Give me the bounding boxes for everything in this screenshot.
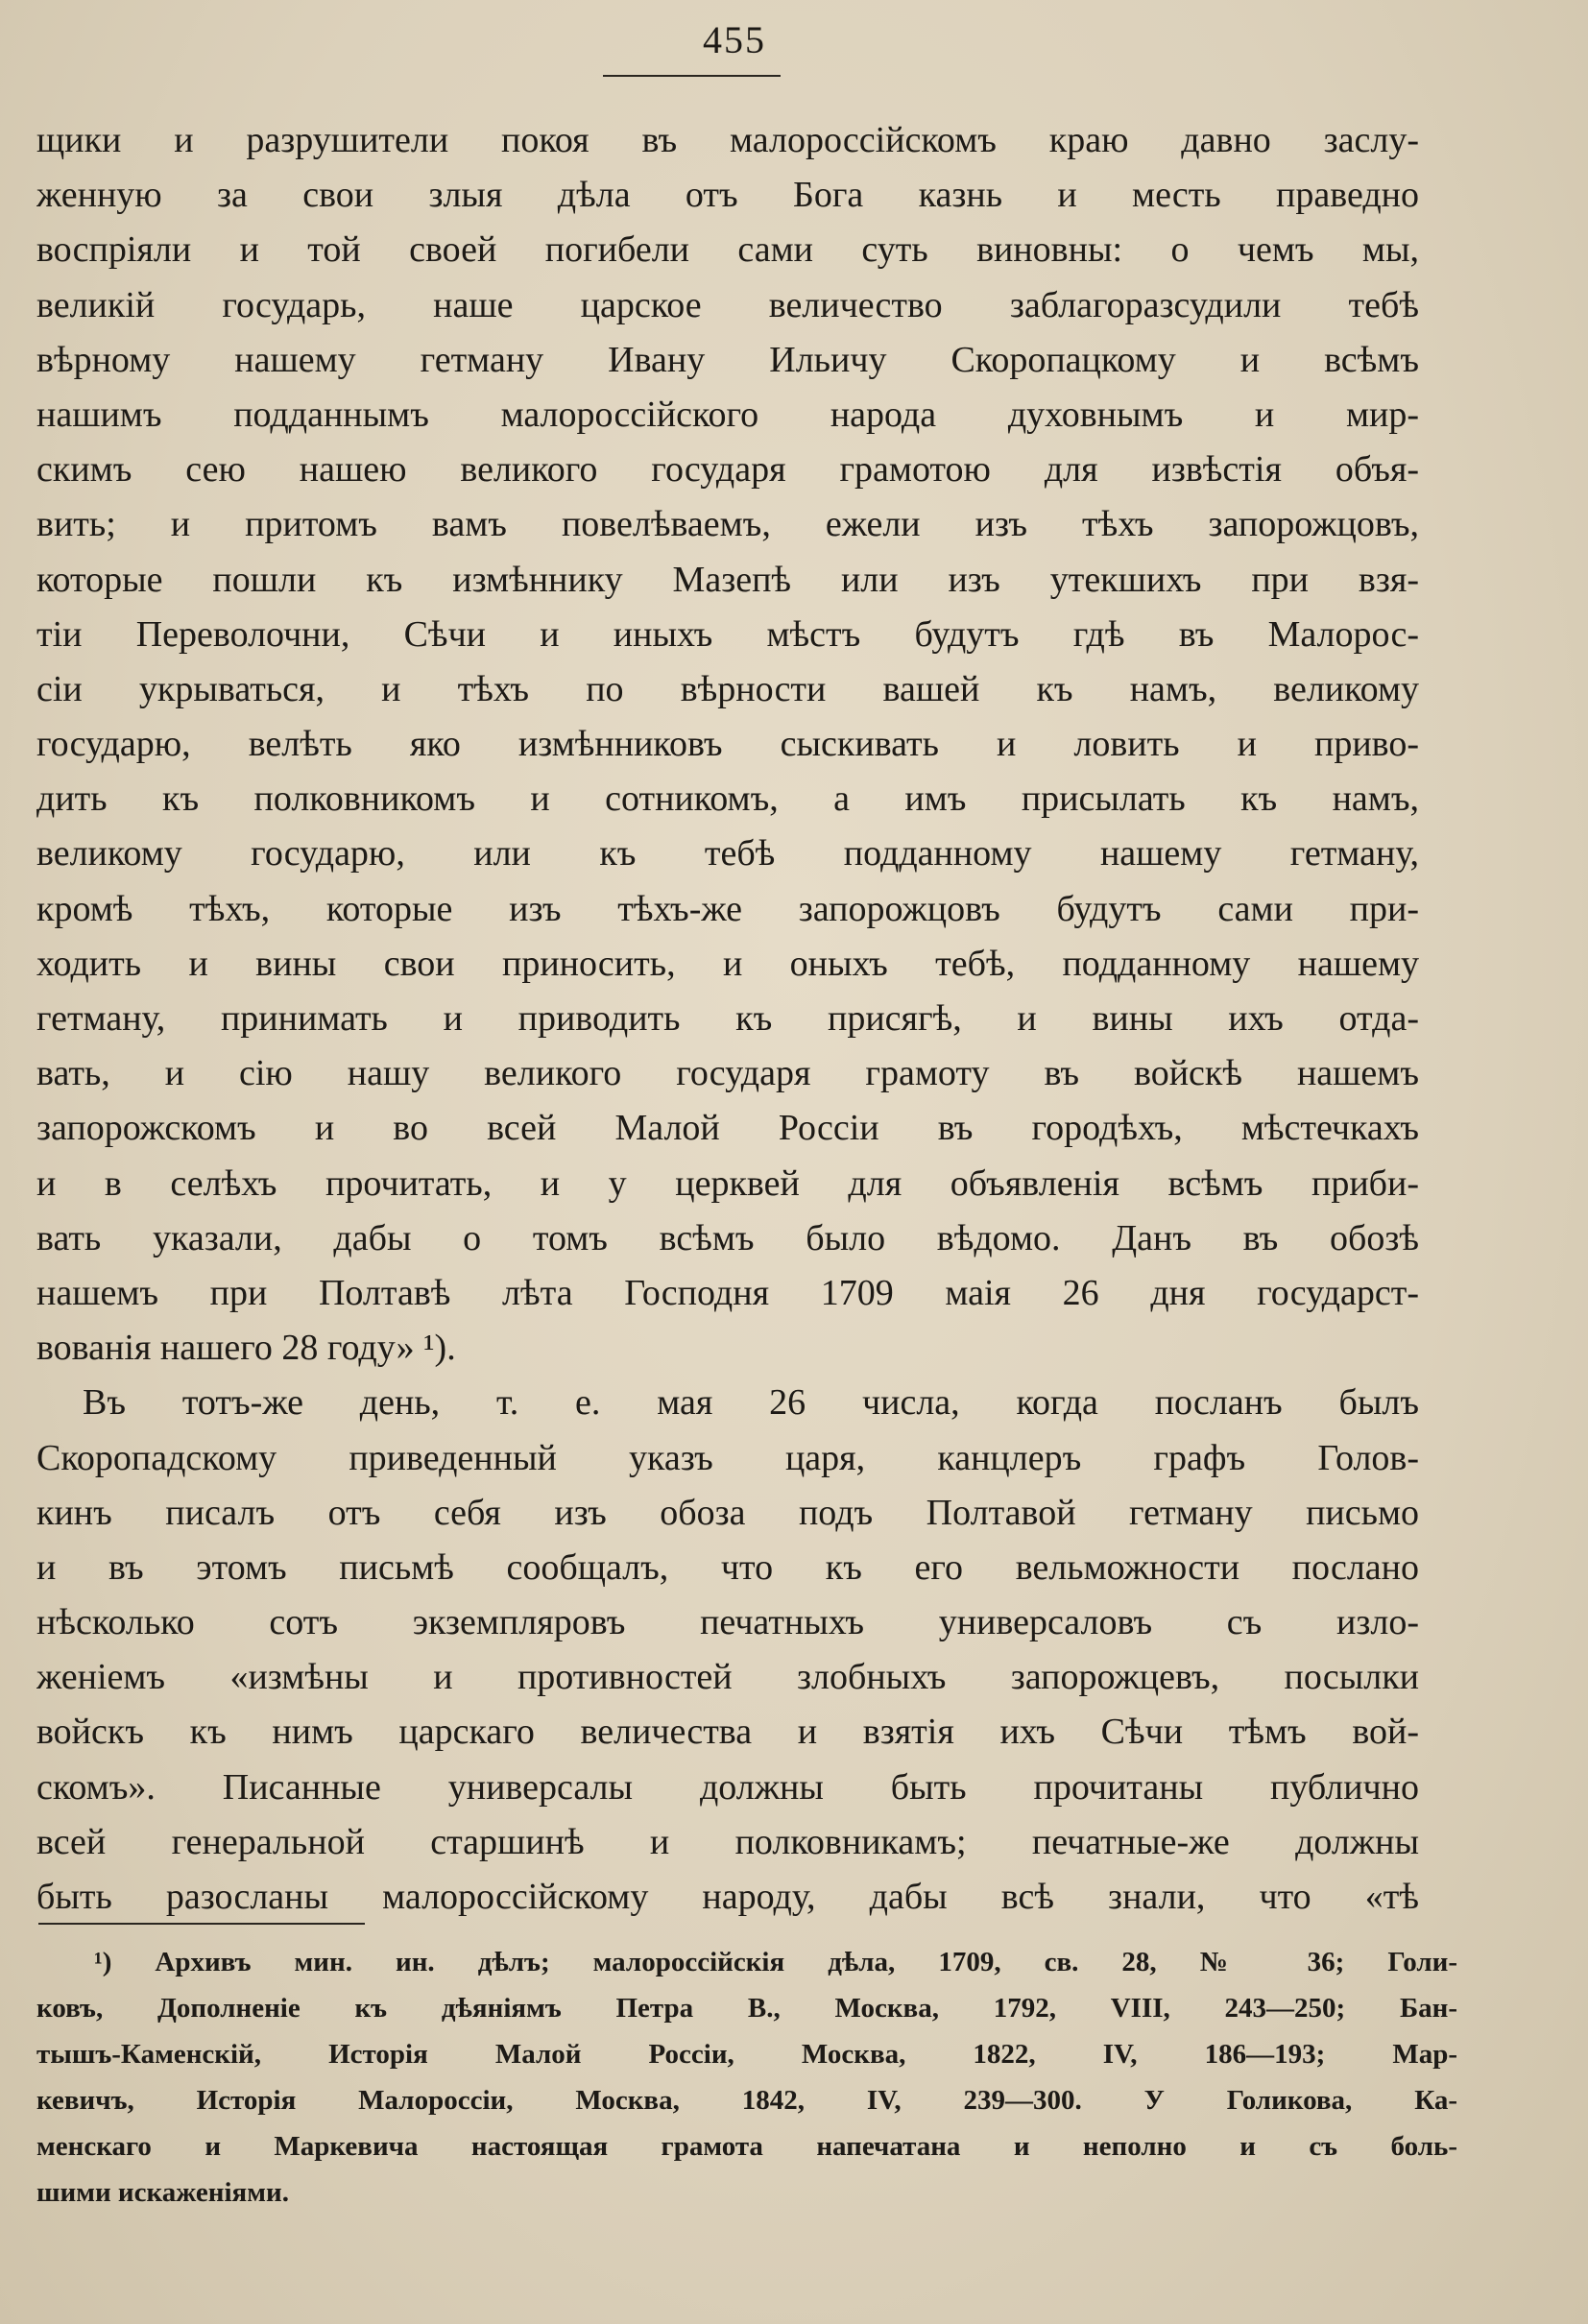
body-line: вать указали, дабы о томъ всѣмъ было вѣдомо. Данъ въ обозѣ — [36, 1217, 1419, 1258]
body-line: всей генеральной старшинѣ и полковникамъ; печатные-же должны — [36, 1821, 1419, 1862]
body-line: и в селѣхъ прочитать, и у церквей для объявленія всѣмъ приби- — [36, 1162, 1419, 1204]
body-line: щики и разрушители покоя въ малороссійскомъ краю давно заслу- — [36, 120, 1419, 160]
body-line: которые пошли къ измѣннику Мазепѣ или изъ утекшихъ при взя- — [36, 559, 1419, 600]
body-line: вать, и сію нашу великого государя грамоту въ войскѣ нашемъ — [36, 1053, 1419, 1094]
body-line: женную за свои злыя дѣла отъ Бога казнь и месть праведно — [36, 175, 1419, 216]
body-line: вованія нашего 28 году» ¹). — [36, 1328, 456, 1369]
footnote-line: тышъ-Каменскій, Исторія Малой Россіи, Москва, 1822, IV, 186—193; Мар- — [36, 2039, 1457, 2070]
body-line: великому государю, или къ тебѣ подданному нашему гетману, — [36, 833, 1419, 874]
footnote-rule — [38, 1923, 365, 1925]
footnote-line: ковъ, Дополненіе къ дѣяніямъ Петра В., Москва, 1792, VIII, 243—250; Бан- — [36, 1993, 1457, 2024]
body-line: тіи Переволочни, Сѣчи и иныхъ мѣстъ будутъ гдѣ въ Малорос- — [36, 613, 1419, 655]
body-line: нѣсколько сотъ экземпляровъ печатныхъ универсаловъ съ изло- — [36, 1602, 1419, 1643]
body-line: быть разосланы малороссійскому народу, дабы всѣ знали, что «тѣ — [36, 1877, 1419, 1917]
main-text — [36, 113, 1419, 1925]
footnote-line: менскаго и Маркевича настоящая грамота напечатана и неполно и съ боль- — [36, 2131, 1457, 2162]
footnote-line: кевичъ, Исторія Малороссіи, Москва, 1842, IV, 239—300. У Голикова, Ка- — [36, 2085, 1457, 2116]
body-line: кинъ писалъ отъ себя изъ обоза подъ Полтавой гетману письмо — [36, 1492, 1419, 1533]
body-line: скомъ». Писанные универсалы должны быть прочитаны публично — [36, 1766, 1419, 1808]
body-line: государю, велѣть яко измѣнниковъ сыскивать и ловить и приво- — [36, 724, 1419, 765]
body-line: скимъ сею нашею великого государя грамотою для извѣстія объя- — [36, 449, 1419, 491]
body-line: вить; и притомъ вамъ повелѣваемъ, ежели изъ тѣхъ запорожцовъ, — [36, 504, 1419, 545]
body-line: сіи укрываться, и тѣхъ по вѣрности вашей къ намъ, великому — [36, 668, 1419, 709]
footnote-line: шими искаженіями. — [36, 2177, 289, 2208]
body-line: вѣрному нашему гетману Ивану Ильичу Скоропацкому и всѣмъ — [36, 339, 1419, 380]
footnote-line: ¹) Архивъ мин. ин. дѣлъ; малороссійскія дѣла, 1709, св. 28, № 36; Голи- — [94, 1947, 1457, 1977]
body-line: запорожскомъ и во всей Малой Россіи въ городѣхъ, мѣстечкахъ — [36, 1108, 1419, 1149]
page-number: 455 — [703, 18, 766, 61]
body-line: нашимъ подданнымъ малороссійского народа духовнымъ и мир- — [36, 394, 1419, 435]
body-line: великій государь, наше царское величество заблагоразсудили тебѣ — [36, 284, 1419, 325]
body-line: воспріяли и той своей погибели сами суть виновны: о чемъ мы, — [36, 229, 1419, 271]
body-line: женіемъ «измѣны и противностей злобныхъ запорожцевъ, посылки — [36, 1657, 1419, 1698]
body-line: гетману, принимать и приводить къ присягѣ, и вины ихъ отда- — [36, 998, 1419, 1039]
body-line: дить къ полковникомъ и сотникомъ, а имъ присылать къ намъ, — [36, 779, 1419, 820]
body-line: войскъ къ нимъ царскаго величества и взятія ихъ Сѣчи тѣмъ вой- — [36, 1712, 1419, 1753]
body-line: Скоропадскому приведенный указъ царя, канцлеръ графъ Голов- — [36, 1437, 1419, 1478]
header-rule — [603, 75, 781, 77]
body-line: нашемъ при Полтавѣ лѣта Господня 1709 маія 26 дня государст- — [36, 1272, 1419, 1313]
footnotes — [36, 1939, 1457, 2216]
body-line: и въ этомъ письмѣ сообщалъ, что къ его вельможности послано — [36, 1546, 1419, 1588]
body-line: кромѣ тѣхъ, которые изъ тѣхъ-же запорожцовъ будутъ сами при- — [36, 888, 1419, 929]
body-line: ходить и вины свои приносить, и оныхъ тебѣ, подданному нашему — [36, 943, 1419, 984]
body-line: Въ тотъ-же день, т. е. мая 26 числа, когда посланъ былъ — [83, 1382, 1419, 1424]
